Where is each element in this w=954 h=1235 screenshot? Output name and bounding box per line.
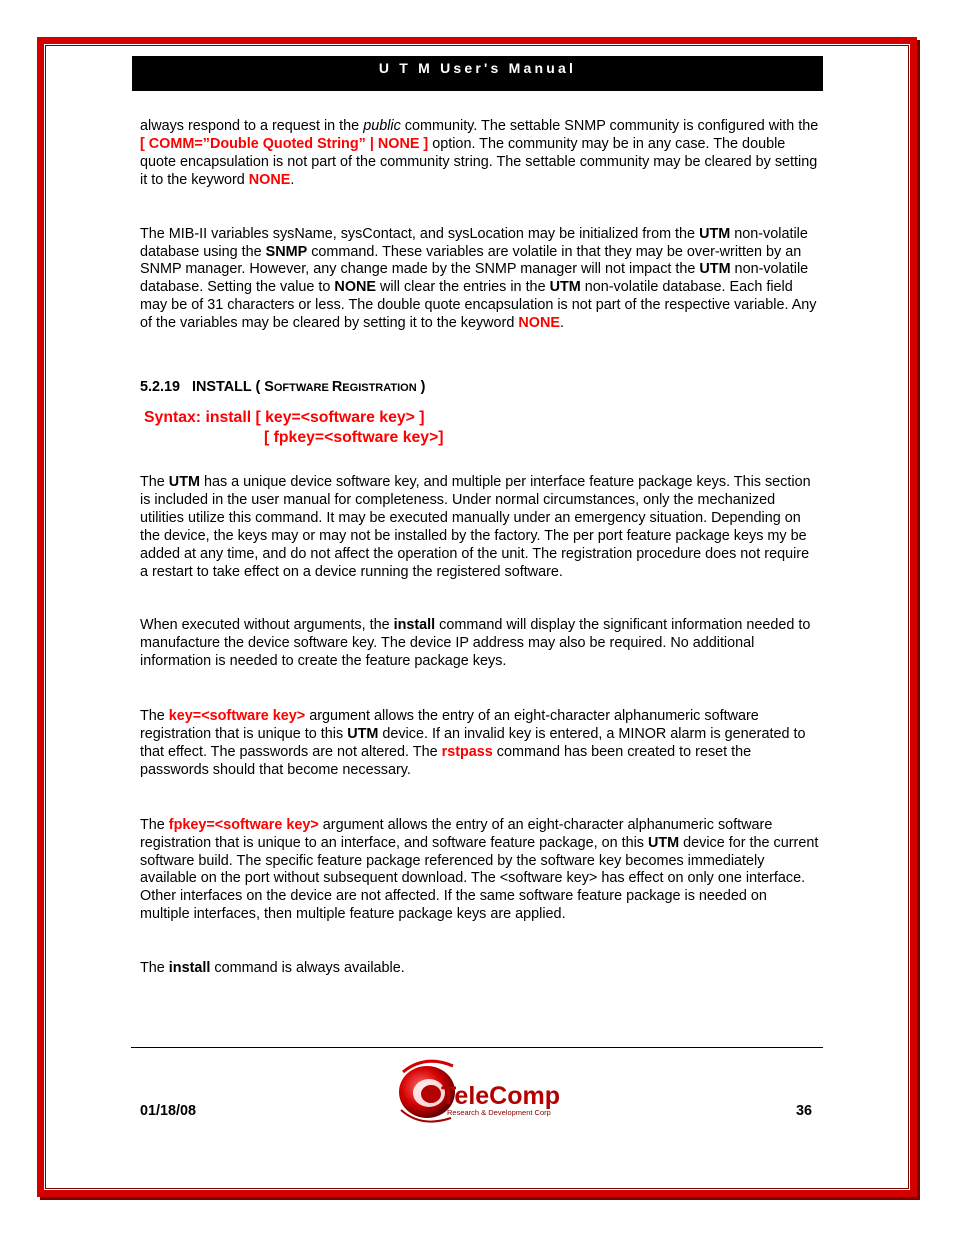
footer-page-number: 36: [796, 1103, 813, 1119]
fpkey-argument: fpkey=<software key>: [168, 816, 319, 833]
syntax-block: [144, 408, 820, 449]
page-header-bar: [132, 56, 823, 91]
document-body: [140, 118, 820, 978]
key-argument: key=<software key>: [168, 708, 306, 725]
page-header-title: U T M User's Manual: [378, 60, 577, 76]
paragraph-install-no-args: When executed without arguments, the install command will display the significant information needed to manufacture the device software key. The device IP address may also be required. No additional information is needed to create the feature package keys.: [140, 617, 811, 670]
section-number: 5.2.19: [140, 379, 181, 396]
rstpass-command: rstpass: [441, 743, 493, 760]
paragraph-install-availability: The install command is always available.: [140, 960, 405, 977]
footer-date: 01/18/08: [140, 1103, 197, 1119]
keyword-none: NONE: [518, 315, 560, 332]
logo-wordmark: TeleComp: [441, 1082, 560, 1110]
paragraph-snmp-community: always respond to a request in the public community. The settable SNMP community is configured with the [ COMM=”Double Quoted String” | NONE ] option. The community may be in any case. The double quote encapsulation is not part of the community string. The settable community may be cleared by setting it to the keyword NONE.: [140, 118, 819, 188]
logo-tagline: Research & Development Corp: [447, 1108, 551, 1117]
paragraph-fpkey-argument: The fpkey=<software key> argument allows the entry of an eight-character alphanumeric software registration that is unique to an interface, and software feature package, on this UTM device for the current software build. The specific feature package referenced by the software key becomes immediately available on the port without subsequent download. The <software key> has effect on only one interface. Other interfaces on the device are not affected. If the same software feature package is needed on multiple interfaces, then multiple feature package keys are applied.: [140, 816, 819, 923]
footer-divider: [131, 1047, 823, 1048]
comm-option: [ COMM=”Double Quoted String” | NONE ]: [140, 135, 429, 152]
paragraph-install-overview: The UTM has a unique device software key, and multiple per interface feature package keys. This section is included in the user manual for completeness. Under normal circumstances, only the mechanized utilities utilize this command. It may be executed manually under an emergency situation. Depending on the device, the keys may or may not be installed by the factory. The per port feature package keys my be added at any time, and do not affect the operation of the unit. The registration procedure does not require a restart to take effect on a device running the registered software.: [140, 473, 811, 580]
keyword-none: NONE: [248, 171, 291, 188]
paragraph-key-argument: The key=<software key> argument allows the entry of an eight-character alphanumeric software registration that is unique to this UTM device. If an invalid key is entered, a MINOR alarm is generated to that effect. The passwords are not altered. The rstpass command has been created to reset the passwords should that become necessary.: [140, 708, 806, 778]
paragraph-mib-variables: The MIB-II variables sysName, sysContact, and sysLocation may be initialized from the UTM non-volatile database using the SNMP command. These variables are volatile in that they may be over-written by an SNMP manager. However, any change made by the SNMP manager will not impact the UTM non-volatile database. Setting the value to NONE will clear the entries in the UTM non-volatile database. Each field may be of 31 characters or less. The double quote encapsulation is not part of the respective variable. Any of the variables may be cleared by setting it to the keyword NONE.: [140, 225, 817, 332]
section-heading: 5.2.19 INSTALL ( SOFTWARE REGISTRATION ): [140, 379, 426, 396]
syntax-line-1: Syntax: install [ key=<software key> ]: [144, 408, 425, 426]
telecomp-logo: [395, 1052, 575, 1128]
syntax-line-2: [ fpkey=<software key>]: [264, 429, 444, 447]
